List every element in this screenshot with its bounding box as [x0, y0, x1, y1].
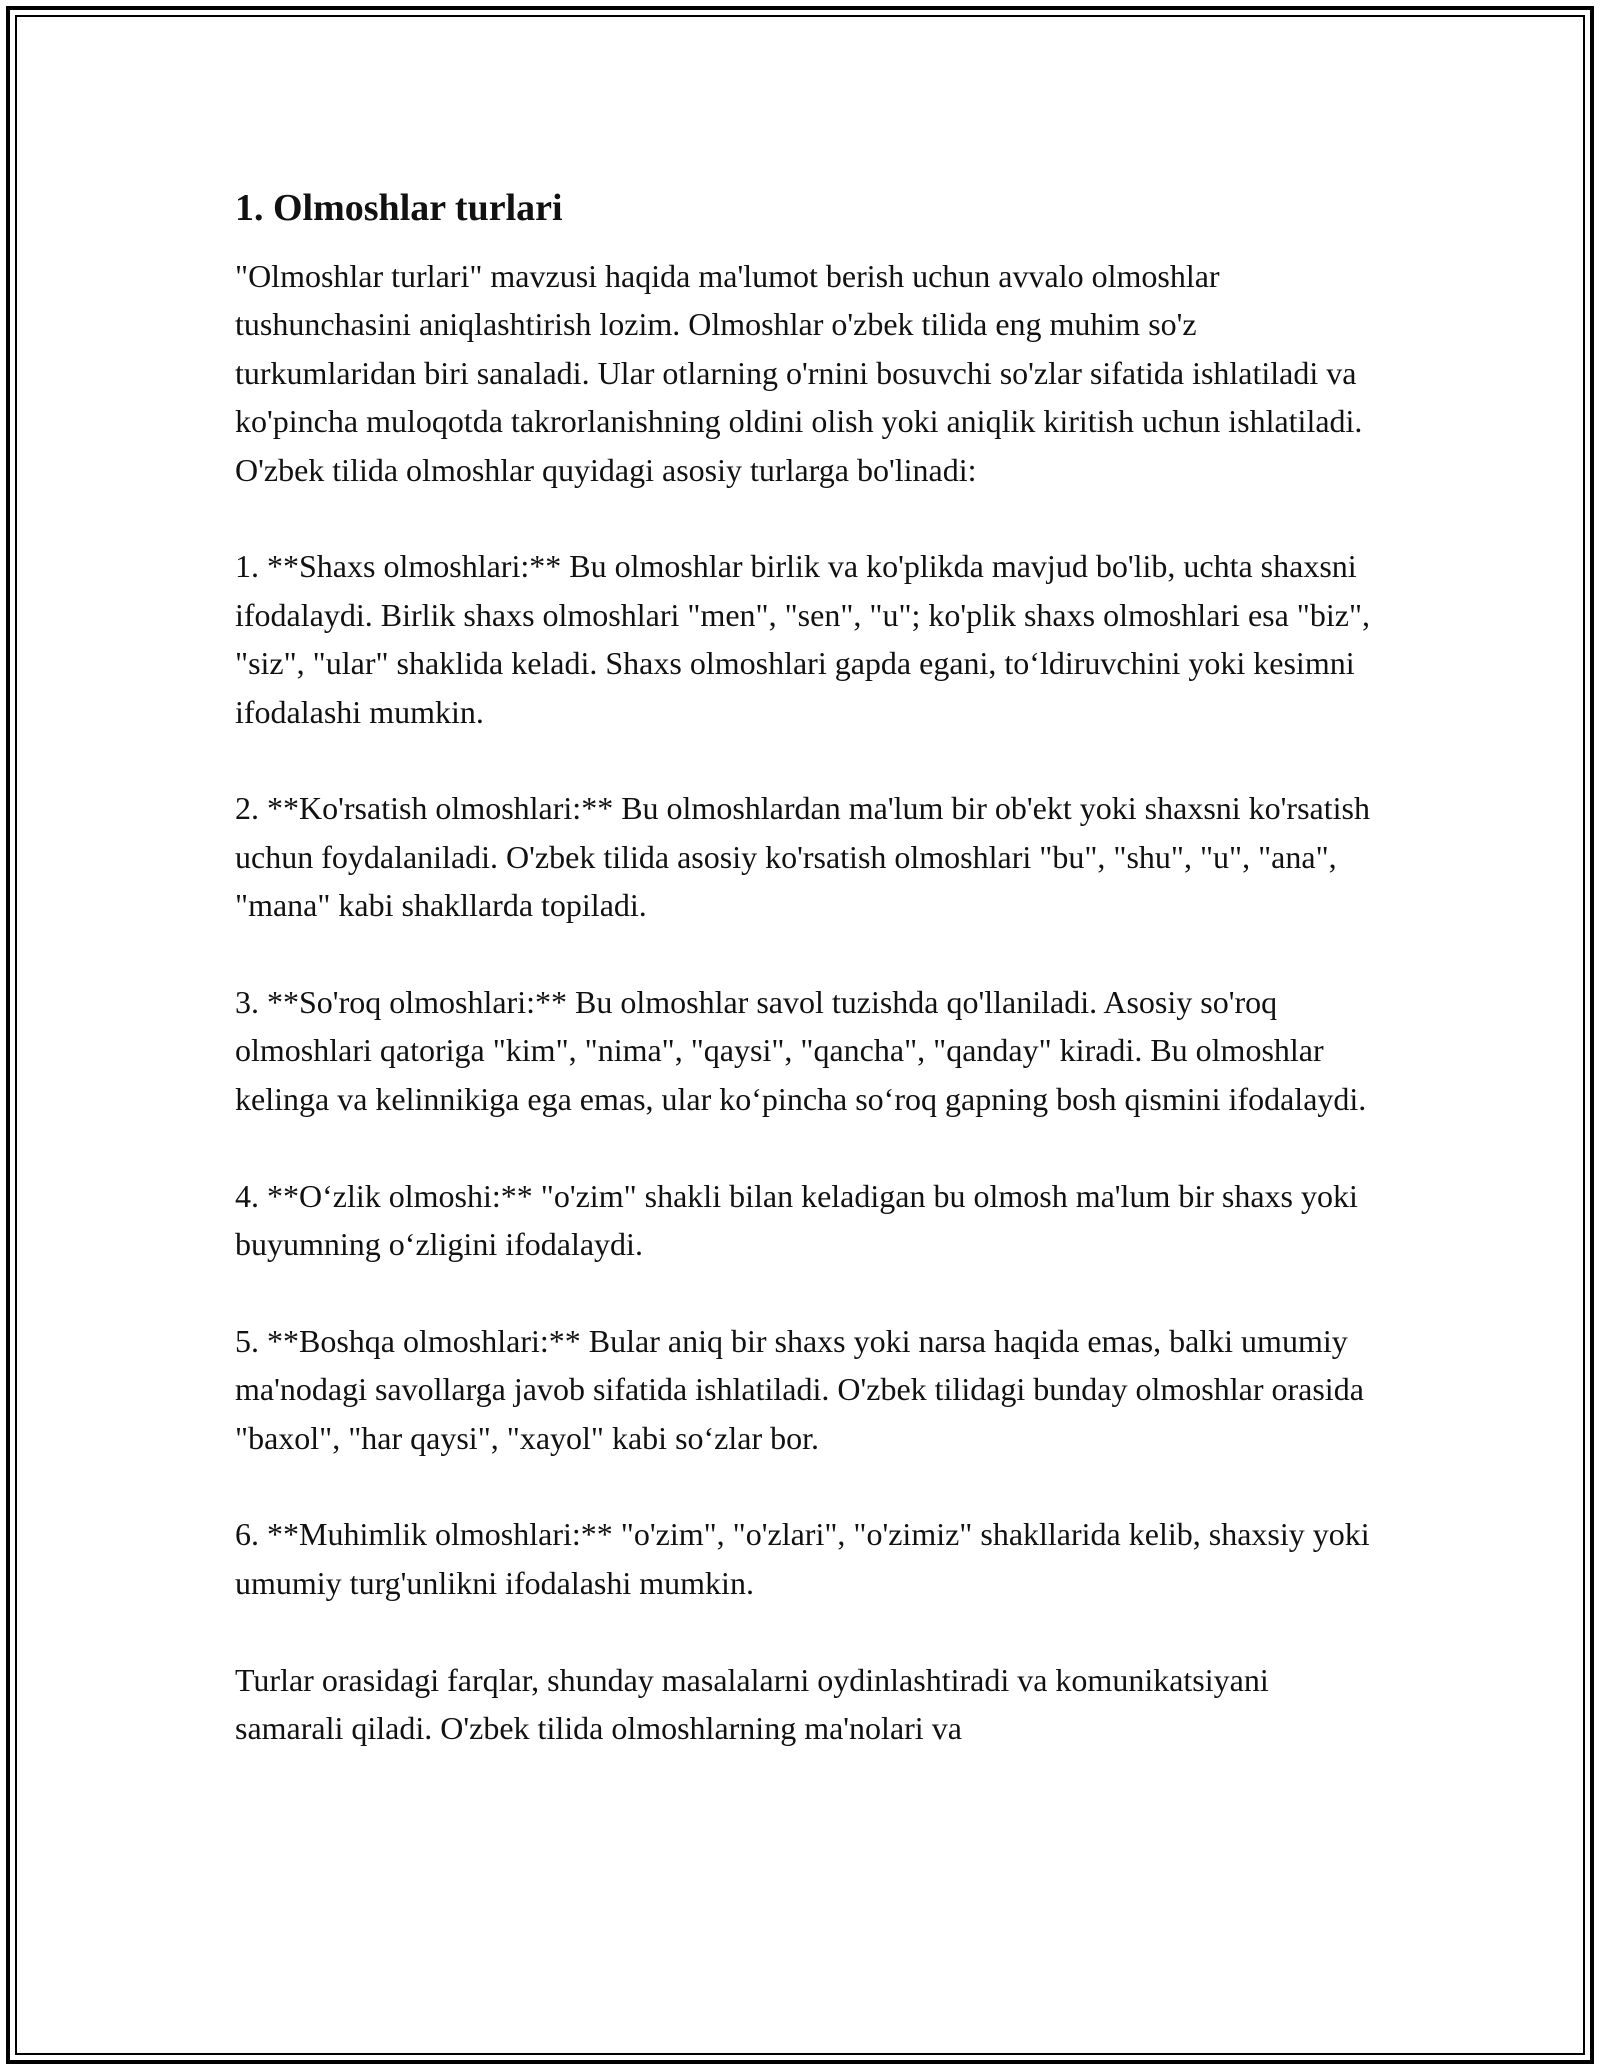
document-body — [235, 184, 1375, 1801]
list-item-soroq-olmoshlari: 3. **So'roq olmoshlari:** Bu olmoshlar savol tuzishda qo'llaniladi. Asosiy so'roq olmoshlari qatoriga "kim", "nima", "qaysi", "qancha", "qanday" kiradi. Bu olmoshlar kelinga va kelinnikiga ega emas, ular ko‘pincha so‘roq gapning bosh qismini ifodalaydi. — [235, 984, 1367, 1117]
list-item-ozlik-olmoshi: 4. **O‘zlik olmoshi:** "o'zim" shakli bilan keladigan bu olmosh ma'lum bir shaxs yoki buyumning o‘zligini ifodalaydi. — [235, 1177, 1358, 1263]
list-item-shaxs-olmoshlari: 1. **Shaxs olmoshlari:** Bu olmoshlar birlik va ko'plikda mavjud bo'lib, uchta shaxsni ifodalaydi. Birlik shaxs olmoshlari "men", "sen", "u"; ko'plik shaxs olmoshlari esa "biz", "siz", "ular" shaklida keladi. Shaxs olmoshlari gapda egani, to‘ldiruvchini yoki kesimni ifodalashi mumkin. — [235, 548, 1371, 730]
intro-paragraph: "Olmoshlar turlari" mavzusi haqida ma'lumot berish uchun avvalo olmoshlar tushunchasini aniqlashtirish lozim. Olmoshlar o'zbek tilida eng muhim so'z turkumlaridan biri sanaladi. Ular otlarning o'rnini bosuvchi so'zlar sifatida ishlatiladi va ko'pincha muloqotda takrorlanishning oldini olish yoki aniqlik kiritish uchun ishlatiladi. O'zbek tilida olmoshlar quyidagi asosiy turlarga bo'linadi: — [235, 258, 1363, 488]
closing-paragraph: Turlar orasidagi farqlar, shunday masalalarni oydinlashtiradi va komunikatsiyani samarali qiladi. O'zbek tilida olmoshlarning ma'nolari va — [235, 1661, 1269, 1747]
list-item-korsatish-olmoshlari: 2. **Ko'rsatish olmoshlari:** Bu olmoshlardan ma'lum bir ob'ekt yoki shaxsni ko'rsatish uchun foydalaniladi. O'zbek tilida asosiy ko'rsatish olmoshlari "bu", "shu", "u", "ana", "mana" kabi shakllarda topiladi. — [235, 790, 1370, 924]
section-heading: 1. Olmoshlar turlari — [235, 187, 563, 229]
list-item-boshqa-olmoshlari: 5. **Boshqa olmoshlari:** Bular aniq bir shaxs yoki narsa haqida emas, balki umumiy ma'nodagi savollarga javob sifatida ishlatiladi. O'zbek tilidagi bunday olmoshlar orasida "baxol", "har qaysi", "xayol" kabi so‘zlar bor. — [235, 1322, 1364, 1456]
list-item-muhimlik-olmoshlari: 6. **Muhimlik olmoshlari:** "o'zim", "o'zlari", "o'zimiz" shakllarida kelib, shaxsiy yoki umumiy turg'unlikni ifodalashi mumkin. — [235, 1516, 1370, 1601]
